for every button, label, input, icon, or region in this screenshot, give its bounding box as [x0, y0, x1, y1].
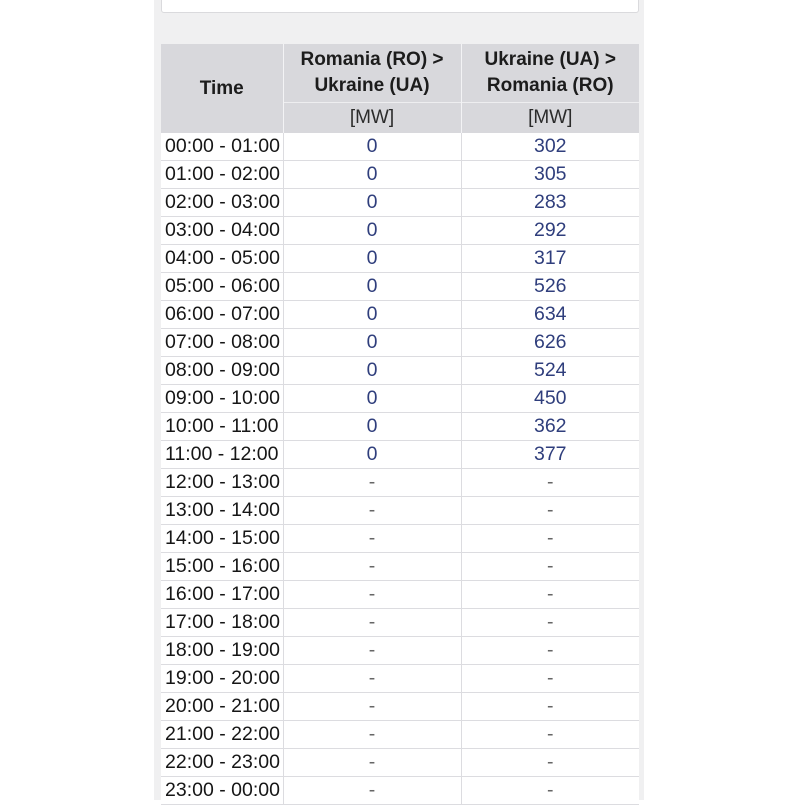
- time-cell: 09:00 - 10:00: [161, 385, 283, 413]
- table-row: [161, 469, 639, 497]
- ro-ua-value-cell: -: [283, 581, 461, 609]
- table-row: [161, 609, 639, 637]
- ua-ro-value-cell: 377: [461, 441, 639, 469]
- ro-ua-value-cell: 0: [283, 217, 461, 245]
- table-row: [161, 665, 639, 693]
- header-romania-to-ukraine: [283, 44, 461, 103]
- time-cell: 11:00 - 12:00: [161, 441, 283, 469]
- table-row: [161, 357, 639, 385]
- unit-col1: [MW]: [283, 103, 461, 134]
- time-cell: 12:00 - 13:00: [161, 469, 283, 497]
- table-row: [161, 553, 639, 581]
- ro-ua-value-cell: 0: [283, 385, 461, 413]
- header-ukraine-to-romania: [461, 44, 639, 103]
- header-time: Time: [161, 44, 283, 133]
- table-row: [161, 217, 639, 245]
- time-cell: 19:00 - 20:00: [161, 665, 283, 693]
- ua-ro-value-cell: 292: [461, 217, 639, 245]
- time-cell: 04:00 - 05:00: [161, 245, 283, 273]
- ro-ua-value-cell: -: [283, 637, 461, 665]
- table-row: [161, 441, 639, 469]
- time-cell: 10:00 - 11:00: [161, 413, 283, 441]
- table-row: [161, 581, 639, 609]
- ro-ua-value-cell: 0: [283, 357, 461, 385]
- ua-ro-value-cell: 305: [461, 161, 639, 189]
- table-row: [161, 721, 639, 749]
- ua-ro-value-cell: -: [461, 525, 639, 553]
- ro-ua-value-cell: -: [283, 469, 461, 497]
- time-cell: 15:00 - 16:00: [161, 553, 283, 581]
- table-header: [161, 44, 639, 133]
- time-cell: 16:00 - 17:00: [161, 581, 283, 609]
- ro-ua-value-cell: -: [283, 749, 461, 777]
- ua-ro-value-cell: 634: [461, 301, 639, 329]
- table-row: [161, 301, 639, 329]
- ua-ro-value-cell: -: [461, 581, 639, 609]
- table-row: [161, 329, 639, 357]
- time-cell: 07:00 - 08:00: [161, 329, 283, 357]
- header-col1-line1: Romania (RO) >: [300, 49, 444, 70]
- time-cell: 18:00 - 19:00: [161, 637, 283, 665]
- table-row: [161, 273, 639, 301]
- ro-ua-value-cell: -: [283, 721, 461, 749]
- time-cell: 05:00 - 06:00: [161, 273, 283, 301]
- time-cell: 22:00 - 23:00: [161, 749, 283, 777]
- time-cell: 20:00 - 21:00: [161, 693, 283, 721]
- time-cell: 21:00 - 22:00: [161, 721, 283, 749]
- time-cell: 13:00 - 14:00: [161, 497, 283, 525]
- ua-ro-value-cell: -: [461, 721, 639, 749]
- ua-ro-value-cell: 362: [461, 413, 639, 441]
- ua-ro-value-cell: -: [461, 469, 639, 497]
- top-panel: [161, 0, 639, 13]
- time-cell: 17:00 - 18:00: [161, 609, 283, 637]
- time-cell: 01:00 - 02:00: [161, 161, 283, 189]
- ua-ro-value-cell: 626: [461, 329, 639, 357]
- header-col1-line2: Ukraine (UA): [314, 75, 430, 96]
- time-cell: 08:00 - 09:00: [161, 357, 283, 385]
- ro-ua-value-cell: 0: [283, 133, 461, 161]
- ua-ro-value-cell: -: [461, 777, 639, 805]
- table-row: [161, 385, 639, 413]
- ua-ro-value-cell: 524: [461, 357, 639, 385]
- table-row: [161, 777, 639, 805]
- ro-ua-value-cell: 0: [283, 301, 461, 329]
- ro-ua-value-cell: -: [283, 777, 461, 805]
- ua-ro-value-cell: 317: [461, 245, 639, 273]
- table-row: [161, 525, 639, 553]
- time-cell: 23:00 - 00:00: [161, 777, 283, 805]
- ua-ro-value-cell: 302: [461, 133, 639, 161]
- ro-ua-value-cell: 0: [283, 413, 461, 441]
- ua-ro-value-cell: -: [461, 665, 639, 693]
- cross-border-flow-table: [161, 44, 639, 805]
- ua-ro-value-cell: -: [461, 609, 639, 637]
- unit-col2: [MW]: [461, 103, 639, 134]
- table-row: [161, 161, 639, 189]
- ua-ro-value-cell: 526: [461, 273, 639, 301]
- ua-ro-value-cell: -: [461, 693, 639, 721]
- ro-ua-value-cell: 0: [283, 273, 461, 301]
- ua-ro-value-cell: 450: [461, 385, 639, 413]
- ua-ro-value-cell: -: [461, 553, 639, 581]
- time-cell: 00:00 - 01:00: [161, 133, 283, 161]
- ro-ua-value-cell: -: [283, 525, 461, 553]
- header-col2-line1: Ukraine (UA) >: [484, 49, 616, 70]
- ro-ua-value-cell: 0: [283, 329, 461, 357]
- time-cell: 02:00 - 03:00: [161, 189, 283, 217]
- ua-ro-value-cell: -: [461, 637, 639, 665]
- ro-ua-value-cell: -: [283, 665, 461, 693]
- ro-ua-value-cell: -: [283, 553, 461, 581]
- time-cell: 06:00 - 07:00: [161, 301, 283, 329]
- table-row: [161, 749, 639, 777]
- ro-ua-value-cell: 0: [283, 441, 461, 469]
- table-body: [161, 133, 639, 805]
- ro-ua-value-cell: 0: [283, 189, 461, 217]
- ua-ro-value-cell: -: [461, 497, 639, 525]
- table-row: [161, 637, 639, 665]
- table-row: [161, 413, 639, 441]
- table-row: [161, 497, 639, 525]
- ro-ua-value-cell: -: [283, 609, 461, 637]
- ro-ua-value-cell: -: [283, 497, 461, 525]
- time-cell: 03:00 - 04:00: [161, 217, 283, 245]
- ua-ro-value-cell: -: [461, 749, 639, 777]
- ua-ro-value-cell: 283: [461, 189, 639, 217]
- header-col2-line2: Romania (RO): [486, 75, 614, 96]
- table-row: [161, 189, 639, 217]
- table-row: [161, 245, 639, 273]
- ro-ua-value-cell: -: [283, 693, 461, 721]
- time-cell: 14:00 - 15:00: [161, 525, 283, 553]
- table-row: [161, 133, 639, 161]
- ro-ua-value-cell: 0: [283, 245, 461, 273]
- table-row: [161, 693, 639, 721]
- ro-ua-value-cell: 0: [283, 161, 461, 189]
